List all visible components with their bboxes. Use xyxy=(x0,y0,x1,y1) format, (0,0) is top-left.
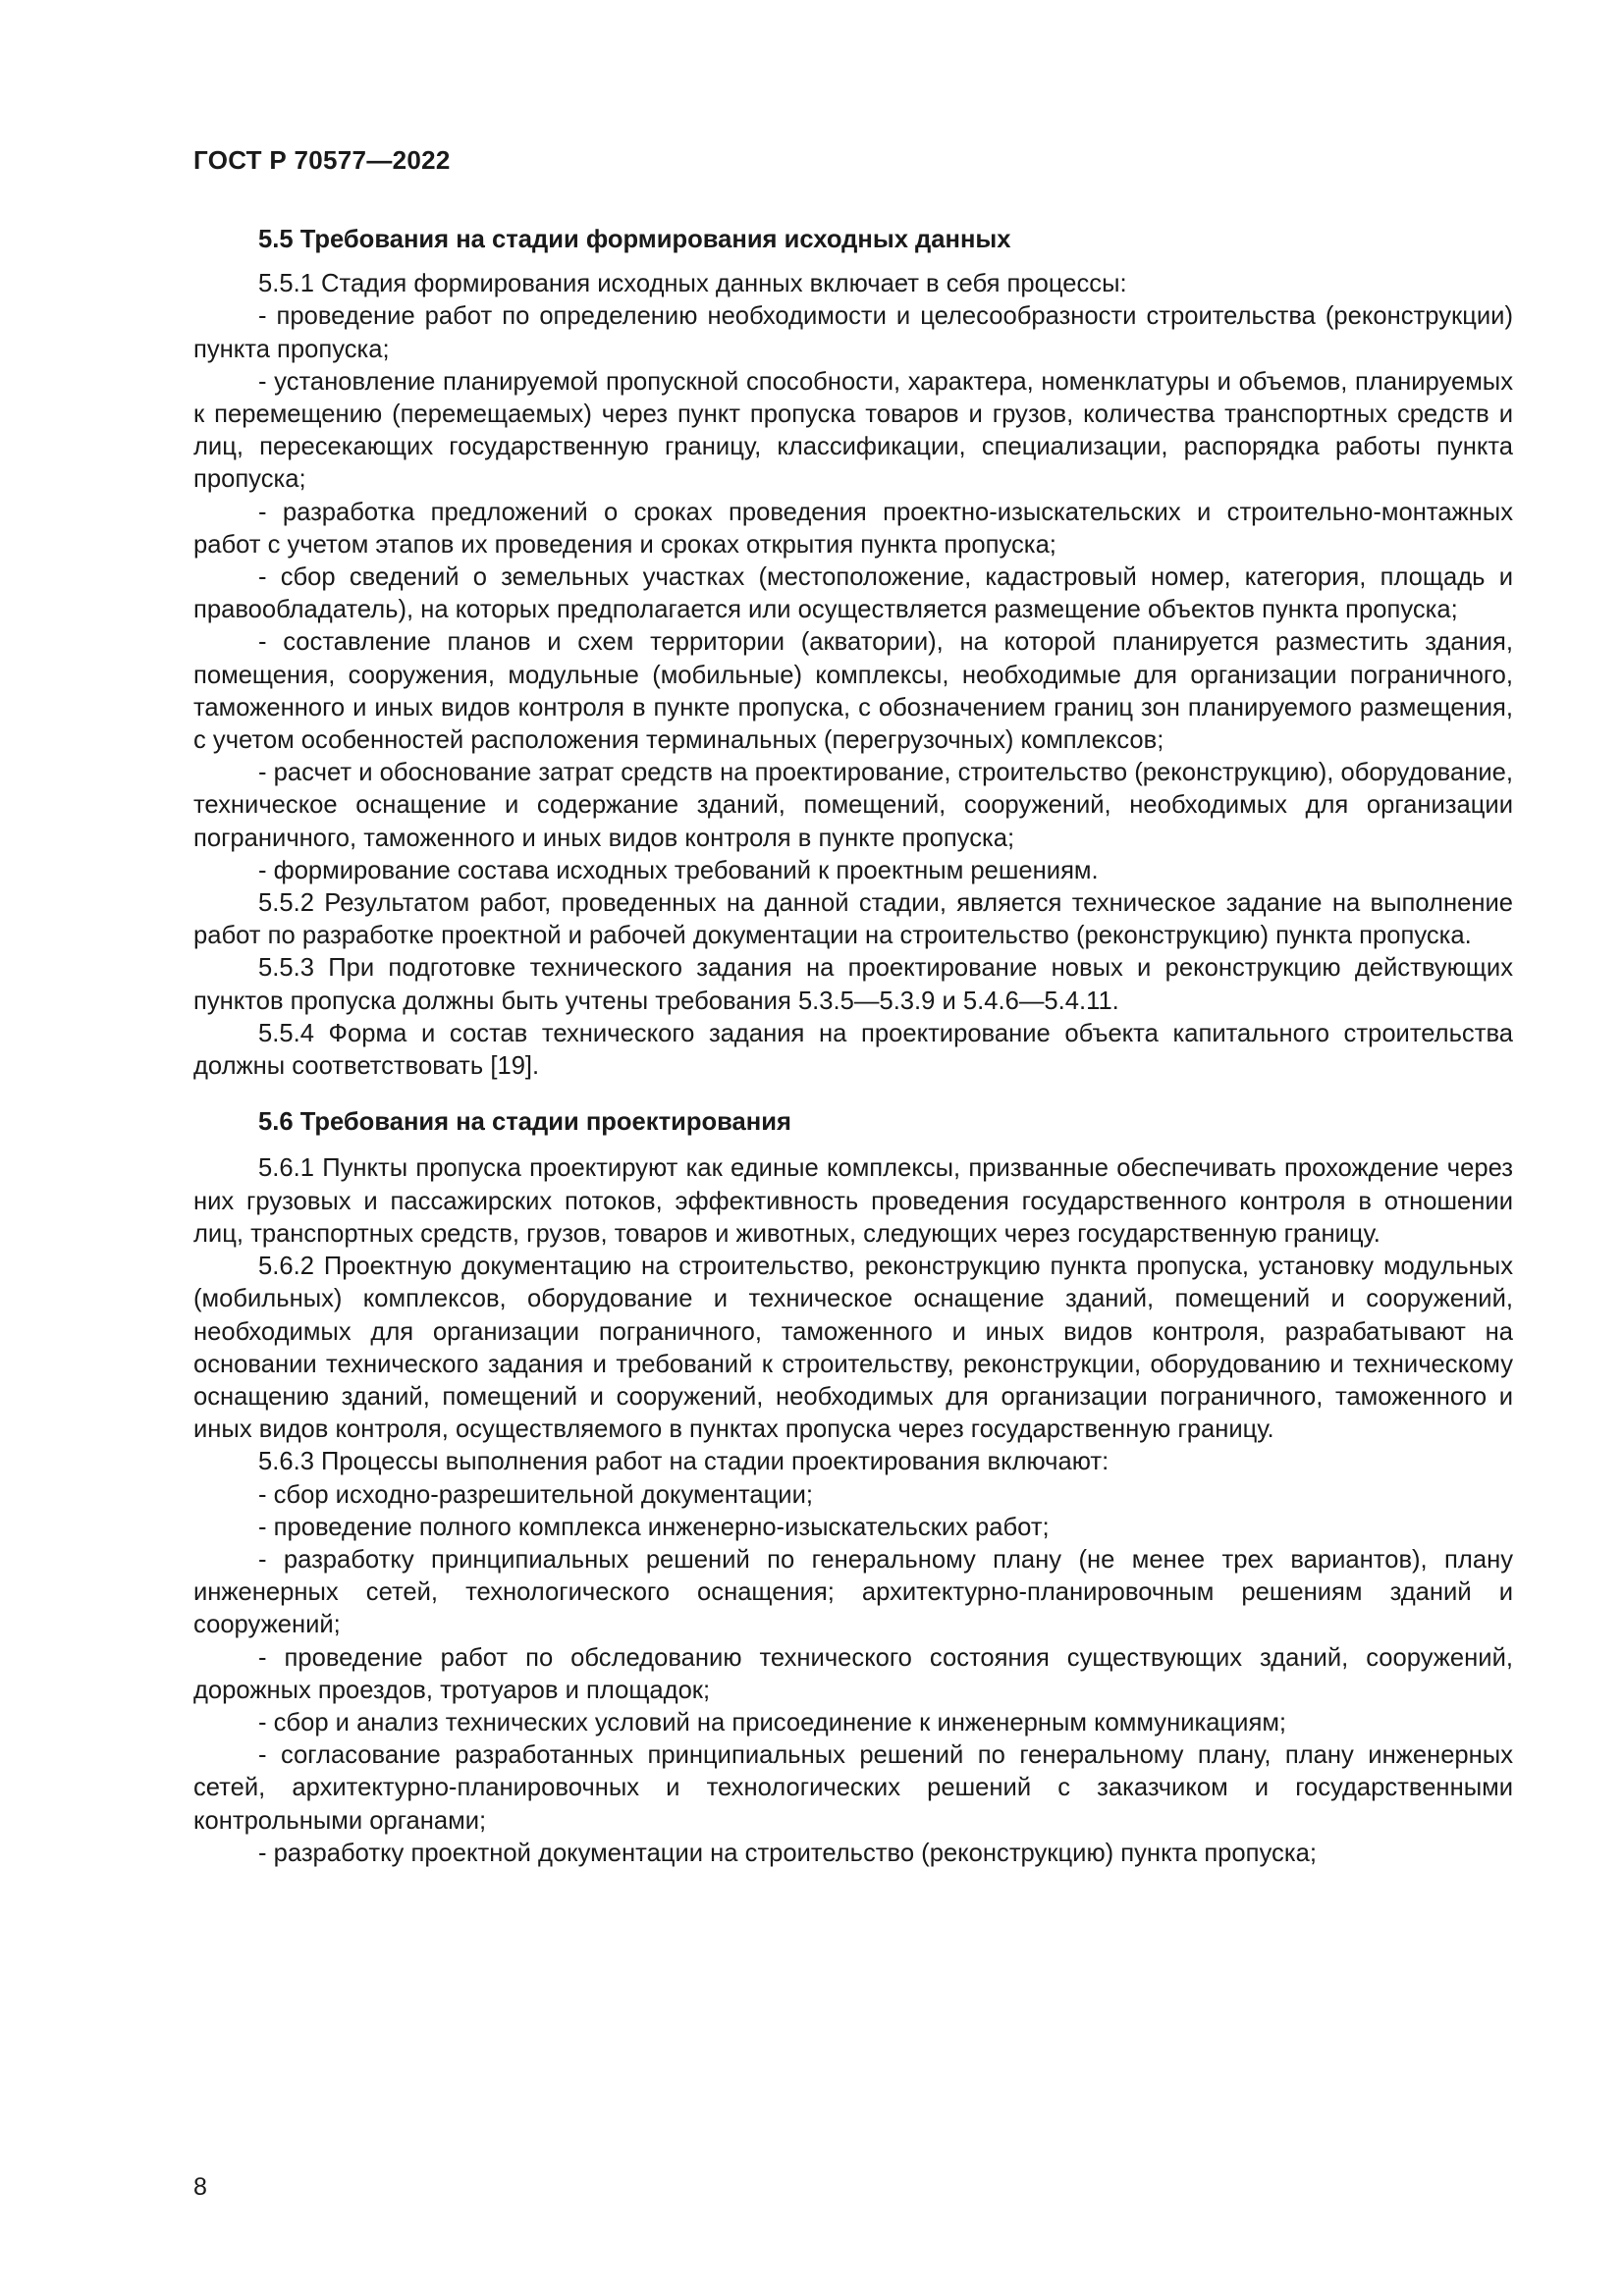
list-item: - сбор и анализ технических условий на присоединение к инженерным коммуникациям; xyxy=(258,1708,1287,1736)
list-item: - разработка предложений о сроках проведения проектно-изыскательских и строительно-монтажных работ с учетом этапов их проведения и сроках открытия пункта пропуска; xyxy=(193,498,1513,559)
list-item: - согласование разработанных принципиальных решений по генеральному плану, плану инженерных сетей, архитектурно-планировочных и технологических решений с заказчиком и государственными контрольными органами; xyxy=(193,1741,1513,1835)
list-item: - составление планов и схем территории (акватории), на которой планируется разместить здания, помещения, сооружения, модульные (мобильные) комплексы, необходимые для организации пограничного, таможенного и иных видов контроля в пункте пропуска, с обозначением границ зон планируемого размещения, с учетом особенностей расположения терминальных (перегрузочных) комплексов; xyxy=(193,628,1513,755)
list-item: - расчет и обоснование затрат средств на проектирование, строительство (реконструкцию), оборудование, техническое оснащение и содержание зданий, помещений, сооружений, необходимых для организации пограничного, таможенного и иных видов контроля в пункте пропуска; xyxy=(193,759,1513,852)
section-heading: 5.5 Требования на стадии формирования исходных данных xyxy=(258,226,1011,253)
section-5-6 xyxy=(193,1106,1513,1870)
list-item: - сбор исходно-разрешительной документации; xyxy=(258,1480,813,1509)
section-5-5 xyxy=(193,224,1513,1083)
section-heading: 5.6 Требования на стадии проектирования xyxy=(258,1108,791,1137)
page-content xyxy=(193,224,1513,1870)
list-item: - проведение работ по обследованию технического состояния существующих зданий, сооружений, дорожных проездов, тротуаров и площадок; xyxy=(193,1643,1513,1704)
clause-5-6-1: 5.6.1 Пункты пропуска проектируют как единые комплексы, призванные обеспечивать прохождение через них грузовых и пассажирских потоков, эффективность проведения государственного контроля в отношении лиц, транспортных средств, грузов, товаров и животных, следующих через государственную границу. xyxy=(193,1154,1513,1248)
list-item: - установление планируемой пропускной способности, характера, номенклатуры и объемов, планируемых к перемещению (перемещаемых) через пункт пропуска товаров и грузов, количества транспортных средств и лиц, пересекающих государственную границу, классификации, специализации, распорядка работы пункта пропуска; xyxy=(193,367,1513,494)
list-item: - проведение работ по определению необходимости и целесообразности строительства (реконструкции) пункта пропуска; xyxy=(193,302,1513,363)
clause-5-6-3: 5.6.3 Процессы выполнения работ на стадии проектирования включают: xyxy=(258,1448,1110,1476)
clause-5-6-2: 5.6.2 Проектную документацию на строительство, реконструкцию пункта пропуска, установку модульных (мобильных) комплексов, оборудование и техническое оснащение зданий, помещений и сооружений, необходимых для организации пограничного, таможенного и иных видов контроля, разрабатывают на основании технического задания и требований к строительству, реконструкции, оборудованию и техническому оснащению зданий, помещений и сооружений, необходимых для организации пограничного, таможенного и иных видов контроля, осуществляемого в пунктах пропуска через государственную границу. xyxy=(193,1253,1513,1444)
clause-5-5-2: 5.5.2 Результатом работ, проведенных на данной стадии, является техническое задание на выполнение работ по разработке проектной и рабочей документации на строительство (реконструкцию) пункта пропуска. xyxy=(193,889,1513,950)
page-number: 8 xyxy=(193,2173,207,2201)
list-item: - разработку проектной документации на строительство (реконструкцию) пункта пропуска; xyxy=(258,1839,1317,1867)
list-item: - формирование состава исходных требований к проектным решениям. xyxy=(258,856,1099,884)
standard-designation: ГОСТ Р 70577—2022 xyxy=(193,145,451,175)
clause-5-5-4: 5.5.4 Форма и состав технического задания на проектирование объекта капитального строительства должны соответствовать [19]. xyxy=(193,1019,1513,1081)
list-item: - разработку принципиальных решений по генеральному плану (не менее трех вариантов), плану инженерных сетей, технологического оснащения; архитектурно-планировочным решениям зданий и сооружений; xyxy=(193,1545,1513,1639)
list-item: - сбор сведений о земельных участках (местоположение, кадастровый номер, категория, площадь и правообладатель), на которых предполагается или осуществляется размещение объектов пункта пропуска; xyxy=(193,563,1513,624)
clause-5-5-1: 5.5.1 Стадия формирования исходных данных включает в себя процессы: xyxy=(258,270,1127,298)
list-item: - проведение полного комплекса инженерно-изыскательских работ; xyxy=(258,1513,1050,1541)
clause-5-5-3: 5.5.3 При подготовке технического задания на проектирование новых и реконструкцию действующих пунктов пропуска должны быть учтены требования 5.3.5—5.3.9 и 5.4.6—5.4.11. xyxy=(193,954,1513,1015)
